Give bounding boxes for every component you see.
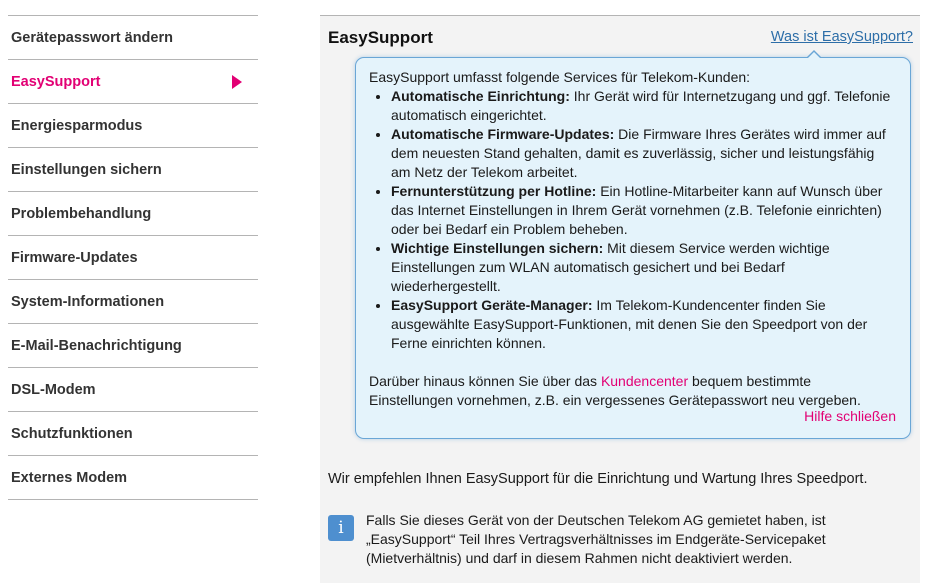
sidebar-item-problembehandlung[interactable] — [8, 192, 258, 236]
sidebar-item-label: System-Informationen — [11, 293, 165, 310]
sidebar-item-label: EasySupport — [11, 73, 101, 90]
arrow-right-icon — [232, 75, 242, 89]
list-item — [391, 239, 896, 296]
sidebar-item-label: Energiesparmodus — [11, 117, 143, 134]
service-title: EasySupport Geräte-Manager: — [391, 297, 593, 313]
sidebar-item-easysupport[interactable] — [8, 60, 258, 104]
help-service-list — [369, 87, 896, 353]
recommendation-text: Wir empfehlen Ihnen EasySupport für die Einrichtung und Wartung Ihres Speedport. — [328, 471, 868, 487]
sidebar-item-einstellungen-sichern[interactable] — [8, 148, 258, 192]
info-icon: i — [328, 515, 354, 541]
help-bubble-pointer-fill — [807, 52, 821, 59]
list-item — [391, 296, 896, 353]
sidebar-item-label: Externes Modem — [11, 469, 128, 486]
sidebar-item-label: Gerätepasswort ändern — [11, 29, 173, 46]
sidebar-item-externes-modem[interactable] — [8, 456, 258, 500]
sidebar-nav — [8, 15, 258, 500]
service-title: Wichtige Einstellungen sichern: — [391, 240, 604, 256]
list-item — [391, 182, 896, 239]
sidebar-item-label: Schutzfunktionen — [11, 425, 133, 442]
extra-text-after: bequem bestimmte Einstellungen vornehmen, z.B. ein vergessenes Gerätepasswort neu vergeben. — [369, 373, 861, 408]
extra-text-before: Darüber hinaus können Sie über das — [369, 373, 601, 389]
page-title: EasySupport — [328, 28, 433, 47]
service-text: Ihr Gerät wird für Internetzugang und ggf. Telefonie automatisch eingerichtet. — [391, 88, 891, 123]
sidebar-item-label: Einstellungen sichern — [11, 161, 162, 178]
close-help-link[interactable]: Hilfe schließen — [804, 408, 896, 424]
service-text: Ein Hotline-Mitarbeiter kann auf Wunsch über das Internet Einstellungen in Ihrem Gerät vornehmen (z.B. Telefonie einrichten) oder bei Bedarf ein Problem beheben. — [391, 183, 883, 237]
sidebar-item-email-benachrichtigung[interactable] — [8, 324, 258, 368]
main-panel — [320, 15, 920, 583]
service-text: Im Telekom-Kundencenter finden Sie ausgewählte EasySupport-Funktionen, mit denen Sie den Speedport von der Ferne einrichten können. — [391, 297, 868, 351]
sidebar-item-schutzfunktionen[interactable] — [8, 412, 258, 456]
list-item — [391, 87, 896, 125]
what-is-easysupport-link[interactable]: Was ist EasySupport? — [770, 29, 913, 45]
help-intro: EasySupport umfasst folgende Services für Telekom-Kunden: — [369, 69, 751, 85]
sidebar-item-geraetepasswort[interactable] — [8, 16, 258, 60]
sidebar-item-firmware-updates[interactable] — [8, 236, 258, 280]
sidebar-item-dsl-modem[interactable] — [8, 368, 258, 412]
info-text: Falls Sie dieses Gerät von der Deutschen Telekom AG gemietet haben, ist „EasySupport“ Teil Ihres Vertragsverhältnisses im Endgeräte-Servicepaket (Mietverhältnis) und darf in diesem Rahmen nicht deaktiviert werden. — [366, 512, 826, 566]
service-text: Mit diesem Service werden wichtige Einstellungen zum WLAN automatisch gesichert und bei Bedarf wiederhergestellt. — [391, 240, 830, 294]
sidebar-item-system-informationen[interactable] — [8, 280, 258, 324]
sidebar-item-energiesparmodus[interactable] — [8, 104, 258, 148]
help-bubble — [355, 57, 911, 439]
service-text: Die Firmware Ihres Gerätes wird immer auf dem neuesten Stand gehalten, damit es zuverlässig, sicher und leistungsfähig am Netz der Telekom arbeitet. — [391, 126, 886, 180]
help-extra-text — [369, 372, 896, 410]
kundencenter-link[interactable]: Kundencenter — [600, 373, 689, 389]
service-title: Automatische Einrichtung: — [391, 88, 570, 104]
service-title: Automatische Firmware-Updates: — [391, 126, 615, 142]
list-item — [391, 125, 896, 182]
sidebar-item-label: DSL-Modem — [11, 381, 96, 398]
sidebar-item-label: Problembehandlung — [11, 205, 152, 222]
service-title: Fernunterstützung per Hotline: — [391, 183, 597, 199]
sidebar-item-label: Firmware-Updates — [11, 249, 138, 266]
sidebar-item-label: E-Mail-Benachrichtigung — [11, 337, 182, 354]
